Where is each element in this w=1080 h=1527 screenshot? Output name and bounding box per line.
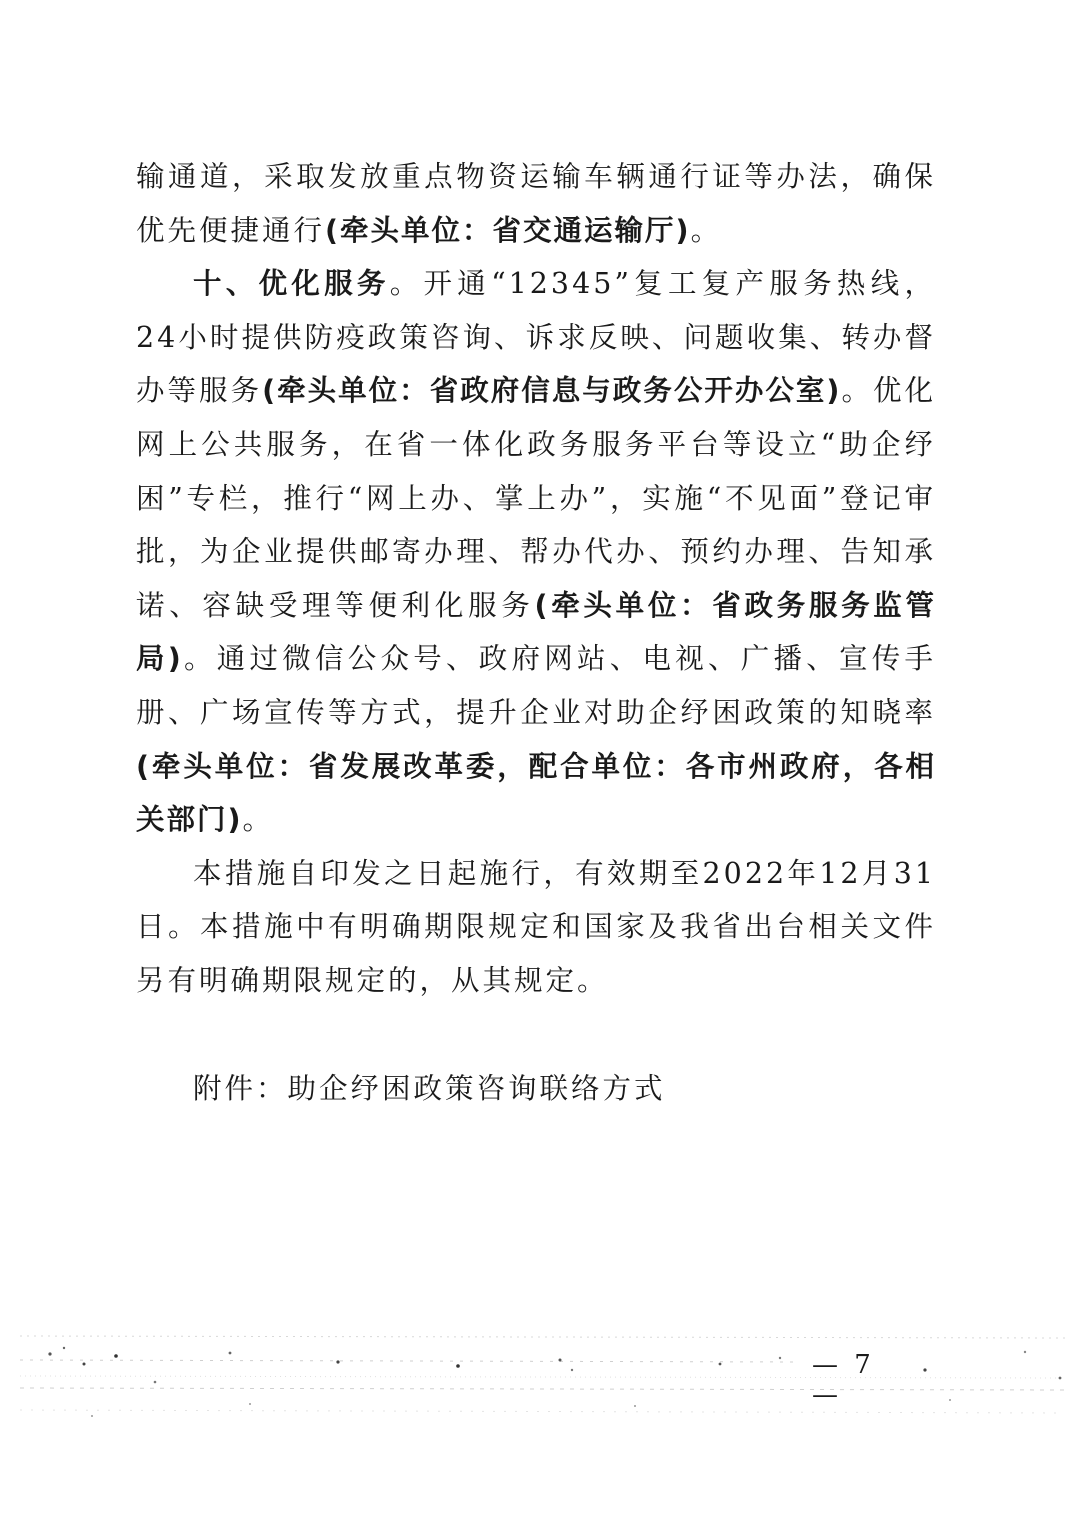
paragraph-service (136, 257, 936, 847)
page-number: — 7 — (812, 1350, 875, 1410)
paragraph-text: 。开通“12345”复工复产服务热线，24小时提供防疫政策咨询、诉求反映、问题收集、转办督办等服务 (136, 267, 936, 408)
paragraph-text: 输通道，采取发放重点物资运输车辆通行证等办法，确保优先便捷通行 (136, 160, 936, 247)
lead-unit: (牵头单位：省发展改革委，配合单位：各市州政府，各相关部门) (136, 749, 936, 837)
section-heading: 十、优化服务 (193, 267, 390, 301)
paragraph-text: 。 (690, 213, 723, 247)
lead-unit: (牵头单位：省政府信息与政务公开办公室) (262, 374, 842, 408)
paragraph-text: 。优化网上公共服务，在省一体化政务服务平台等设立“助企纾困”专栏，推行“网上办、掌上办”，实施“不见面”登记审批，为企业提供邮寄办理、帮办代办、预约办理、告知承诺、容缺受理等便利化服务 (136, 374, 936, 622)
paragraph-transport (136, 150, 936, 257)
attachment-line: 附件：助企纾困政策咨询联络方式 (193, 1071, 666, 1105)
lead-unit: (牵头单位：省政务服务监管局) (136, 588, 936, 676)
paragraph-effective-date: 本措施自印发之日起施行，有效期至2022年12月31日。本措施中有明确期限规定和国家及我省出台相关文件另有明确期限规定的，从其规定。 (136, 856, 936, 997)
body-text (136, 150, 936, 1115)
lead-unit: (牵头单位：省交通运输厅) (325, 213, 691, 247)
paragraph-text: 。 (242, 803, 275, 837)
paragraph-text: 。通过微信公众号、政府网站、电视、广播、宣传手册、广场宣传等方式，提升企业对助企纾困政策的知晓率 (136, 642, 936, 729)
